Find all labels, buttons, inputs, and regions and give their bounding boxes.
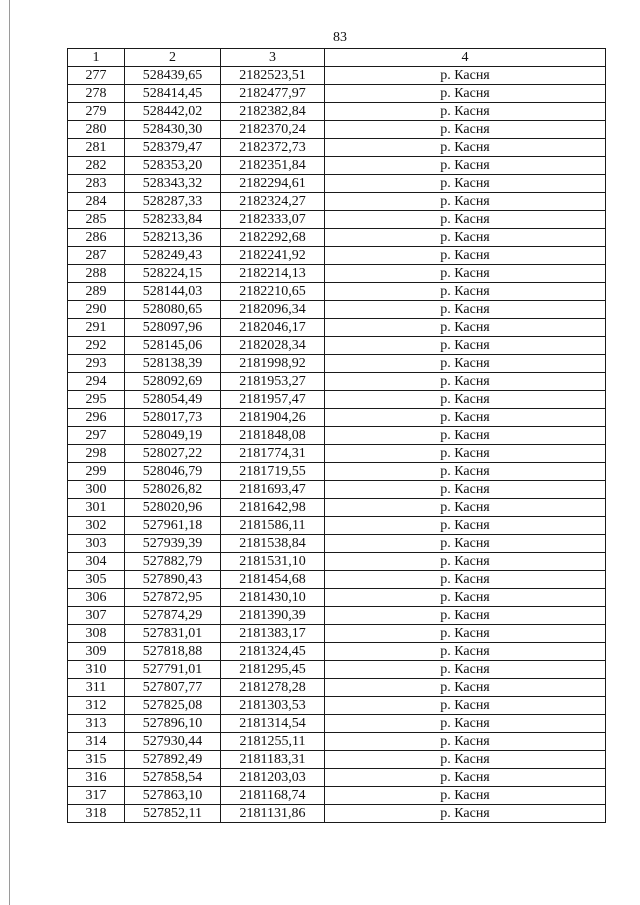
cell-x-coordinate: 528020,96 [125,499,221,517]
cell-description: р. Касня [325,445,606,463]
cell-y-coordinate: 2182096,34 [221,301,325,319]
cell-point-number: 314 [68,733,125,751]
table-row [68,625,606,643]
cell-description: р. Касня [325,481,606,499]
cell-description: р. Касня [325,283,606,301]
cell-y-coordinate: 2181719,55 [221,463,325,481]
cell-description: р. Касня [325,589,606,607]
cell-y-coordinate: 2182370,24 [221,121,325,139]
cell-x-coordinate: 528080,65 [125,301,221,319]
column-header-description: 4 [325,49,606,67]
cell-x-coordinate: 527872,95 [125,589,221,607]
table-row [68,373,606,391]
table-row [68,283,606,301]
cell-y-coordinate: 2181131,86 [221,805,325,823]
cell-description: р. Касня [325,733,606,751]
cell-description: р. Касня [325,301,606,319]
cell-y-coordinate: 2181183,31 [221,751,325,769]
table-row [68,301,606,319]
cell-y-coordinate: 2181904,26 [221,409,325,427]
cell-description: р. Касня [325,607,606,625]
cell-x-coordinate: 528026,82 [125,481,221,499]
cell-y-coordinate: 2182333,07 [221,211,325,229]
cell-x-coordinate: 528343,32 [125,175,221,193]
table-row [68,427,606,445]
cell-x-coordinate: 527882,79 [125,553,221,571]
table-row [68,499,606,517]
cell-y-coordinate: 2182477,97 [221,85,325,103]
cell-description: р. Касня [325,121,606,139]
cell-point-number: 300 [68,481,125,499]
cell-point-number: 317 [68,787,125,805]
table-row [68,67,606,85]
cell-description: р. Касня [325,193,606,211]
cell-description: р. Касня [325,229,606,247]
cell-point-number: 315 [68,751,125,769]
cell-point-number: 286 [68,229,125,247]
table-row [68,643,606,661]
cell-point-number: 294 [68,373,125,391]
cell-description: р. Касня [325,355,606,373]
cell-description: р. Касня [325,769,606,787]
cell-x-coordinate: 527807,77 [125,679,221,697]
cell-description: р. Касня [325,427,606,445]
cell-point-number: 288 [68,265,125,283]
cell-description: р. Касня [325,391,606,409]
table-row [68,463,606,481]
cell-y-coordinate: 2182523,51 [221,67,325,85]
cell-description: р. Касня [325,535,606,553]
cell-point-number: 306 [68,589,125,607]
table-row [68,139,606,157]
table-row [68,409,606,427]
cell-x-coordinate: 528017,73 [125,409,221,427]
cell-x-coordinate: 527852,11 [125,805,221,823]
cell-point-number: 302 [68,517,125,535]
table-row [68,193,606,211]
cell-x-coordinate: 528442,02 [125,103,221,121]
cell-x-coordinate: 528213,36 [125,229,221,247]
table-row [68,769,606,787]
cell-y-coordinate: 2182382,84 [221,103,325,121]
cell-point-number: 277 [68,67,125,85]
cell-y-coordinate: 2182292,68 [221,229,325,247]
cell-description: р. Касня [325,175,606,193]
cell-x-coordinate: 527858,54 [125,769,221,787]
cell-y-coordinate: 2181957,47 [221,391,325,409]
cell-point-number: 278 [68,85,125,103]
cell-point-number: 283 [68,175,125,193]
cell-point-number: 307 [68,607,125,625]
cell-point-number: 293 [68,355,125,373]
cell-description: р. Касня [325,373,606,391]
table-row [68,607,606,625]
column-header-x-coordinate: 2 [125,49,221,67]
cell-point-number: 313 [68,715,125,733]
cell-x-coordinate: 528249,43 [125,247,221,265]
cell-description: р. Касня [325,319,606,337]
cell-point-number: 299 [68,463,125,481]
cell-y-coordinate: 2181390,39 [221,607,325,625]
cell-point-number: 310 [68,661,125,679]
table-row [68,535,606,553]
cell-y-coordinate: 2182372,73 [221,139,325,157]
cell-y-coordinate: 2181303,53 [221,697,325,715]
cell-description: р. Касня [325,463,606,481]
cell-point-number: 287 [68,247,125,265]
cell-description: р. Касня [325,211,606,229]
cell-x-coordinate: 528353,20 [125,157,221,175]
cell-x-coordinate: 528224,15 [125,265,221,283]
cell-x-coordinate: 527831,01 [125,625,221,643]
cell-description: р. Касня [325,625,606,643]
cell-description: р. Касня [325,265,606,283]
cell-x-coordinate: 528046,79 [125,463,221,481]
table-row [68,679,606,697]
cell-description: р. Касня [325,751,606,769]
cell-x-coordinate: 527874,29 [125,607,221,625]
table-row [68,571,606,589]
cell-description: р. Касня [325,103,606,121]
cell-point-number: 291 [68,319,125,337]
cell-description: р. Касня [325,679,606,697]
cell-description: р. Касня [325,247,606,265]
page-margin-line [9,0,10,905]
cell-y-coordinate: 2181531,10 [221,553,325,571]
table-row [68,265,606,283]
cell-x-coordinate: 528287,33 [125,193,221,211]
cell-x-coordinate: 528092,69 [125,373,221,391]
table-row [68,355,606,373]
table-row [68,715,606,733]
cell-point-number: 318 [68,805,125,823]
table-row [68,391,606,409]
cell-x-coordinate: 528379,47 [125,139,221,157]
cell-description: р. Касня [325,553,606,571]
coordinates-table [67,48,606,823]
cell-description: р. Касня [325,805,606,823]
cell-y-coordinate: 2181586,11 [221,517,325,535]
cell-y-coordinate: 2181278,28 [221,679,325,697]
cell-x-coordinate: 528144,03 [125,283,221,301]
cell-point-number: 304 [68,553,125,571]
table-row [68,787,606,805]
cell-x-coordinate: 527825,08 [125,697,221,715]
table-row [68,211,606,229]
cell-y-coordinate: 2181314,54 [221,715,325,733]
cell-x-coordinate: 527939,39 [125,535,221,553]
table-row [68,805,606,823]
cell-y-coordinate: 2181454,68 [221,571,325,589]
table-row [68,751,606,769]
table-row [68,319,606,337]
cell-point-number: 282 [68,157,125,175]
cell-point-number: 290 [68,301,125,319]
cell-x-coordinate: 528430,30 [125,121,221,139]
cell-x-coordinate: 528233,84 [125,211,221,229]
cell-y-coordinate: 2182351,84 [221,157,325,175]
cell-point-number: 281 [68,139,125,157]
table-row [68,697,606,715]
table-row [68,175,606,193]
cell-point-number: 305 [68,571,125,589]
cell-description: р. Касня [325,409,606,427]
cell-description: р. Касня [325,787,606,805]
cell-y-coordinate: 2181324,45 [221,643,325,661]
cell-y-coordinate: 2181953,27 [221,373,325,391]
cell-y-coordinate: 2181430,10 [221,589,325,607]
table-row [68,517,606,535]
cell-description: р. Касня [325,157,606,175]
cell-point-number: 308 [68,625,125,643]
cell-point-number: 295 [68,391,125,409]
cell-x-coordinate: 528138,39 [125,355,221,373]
cell-y-coordinate: 2181203,03 [221,769,325,787]
column-header-point-number: 1 [68,49,125,67]
page-number: 83 [333,30,347,45]
cell-y-coordinate: 2181774,31 [221,445,325,463]
cell-x-coordinate: 528145,06 [125,337,221,355]
cell-description: р. Касня [325,715,606,733]
cell-description: р. Касня [325,67,606,85]
cell-y-coordinate: 2181295,45 [221,661,325,679]
cell-point-number: 285 [68,211,125,229]
table-row [68,157,606,175]
table-row [68,661,606,679]
cell-y-coordinate: 2181255,11 [221,733,325,751]
cell-point-number: 309 [68,643,125,661]
table-row [68,229,606,247]
cell-y-coordinate: 2182046,17 [221,319,325,337]
cell-point-number: 279 [68,103,125,121]
cell-point-number: 303 [68,535,125,553]
cell-y-coordinate: 2182294,61 [221,175,325,193]
column-header-y-coordinate: 3 [221,49,325,67]
cell-x-coordinate: 527863,10 [125,787,221,805]
cell-y-coordinate: 2181848,08 [221,427,325,445]
cell-point-number: 316 [68,769,125,787]
table-header-row [68,49,606,67]
cell-description: р. Касня [325,517,606,535]
cell-x-coordinate: 527896,10 [125,715,221,733]
table-row [68,247,606,265]
table-row [68,337,606,355]
cell-description: р. Касня [325,661,606,679]
cell-y-coordinate: 2181693,47 [221,481,325,499]
cell-point-number: 284 [68,193,125,211]
cell-y-coordinate: 2181383,17 [221,625,325,643]
cell-description: р. Касня [325,697,606,715]
cell-y-coordinate: 2182210,65 [221,283,325,301]
cell-x-coordinate: 528097,96 [125,319,221,337]
cell-description: р. Касня [325,499,606,517]
cell-point-number: 289 [68,283,125,301]
cell-x-coordinate: 528439,65 [125,67,221,85]
cell-y-coordinate: 2181998,92 [221,355,325,373]
cell-y-coordinate: 2181168,74 [221,787,325,805]
cell-x-coordinate: 528414,45 [125,85,221,103]
cell-x-coordinate: 527961,18 [125,517,221,535]
table-row [68,445,606,463]
cell-y-coordinate: 2182028,34 [221,337,325,355]
cell-description: р. Касня [325,139,606,157]
table-body [68,49,606,823]
cell-description: р. Касня [325,643,606,661]
cell-point-number: 298 [68,445,125,463]
cell-point-number: 297 [68,427,125,445]
cell-point-number: 312 [68,697,125,715]
table-row [68,553,606,571]
cell-description: р. Касня [325,571,606,589]
cell-point-number: 296 [68,409,125,427]
cell-y-coordinate: 2182214,13 [221,265,325,283]
cell-point-number: 301 [68,499,125,517]
cell-x-coordinate: 528049,19 [125,427,221,445]
cell-point-number: 292 [68,337,125,355]
cell-description: р. Касня [325,337,606,355]
table-row [68,103,606,121]
table-row [68,733,606,751]
table-row [68,481,606,499]
cell-x-coordinate: 527930,44 [125,733,221,751]
cell-y-coordinate: 2181642,98 [221,499,325,517]
cell-x-coordinate: 527890,43 [125,571,221,589]
cell-point-number: 311 [68,679,125,697]
table-row [68,85,606,103]
cell-x-coordinate: 527818,88 [125,643,221,661]
cell-x-coordinate: 527892,49 [125,751,221,769]
cell-description: р. Касня [325,85,606,103]
table-row [68,589,606,607]
cell-point-number: 280 [68,121,125,139]
cell-x-coordinate: 527791,01 [125,661,221,679]
cell-x-coordinate: 528054,49 [125,391,221,409]
cell-x-coordinate: 528027,22 [125,445,221,463]
table-row [68,121,606,139]
cell-y-coordinate: 2182324,27 [221,193,325,211]
cell-y-coordinate: 2181538,84 [221,535,325,553]
cell-y-coordinate: 2182241,92 [221,247,325,265]
